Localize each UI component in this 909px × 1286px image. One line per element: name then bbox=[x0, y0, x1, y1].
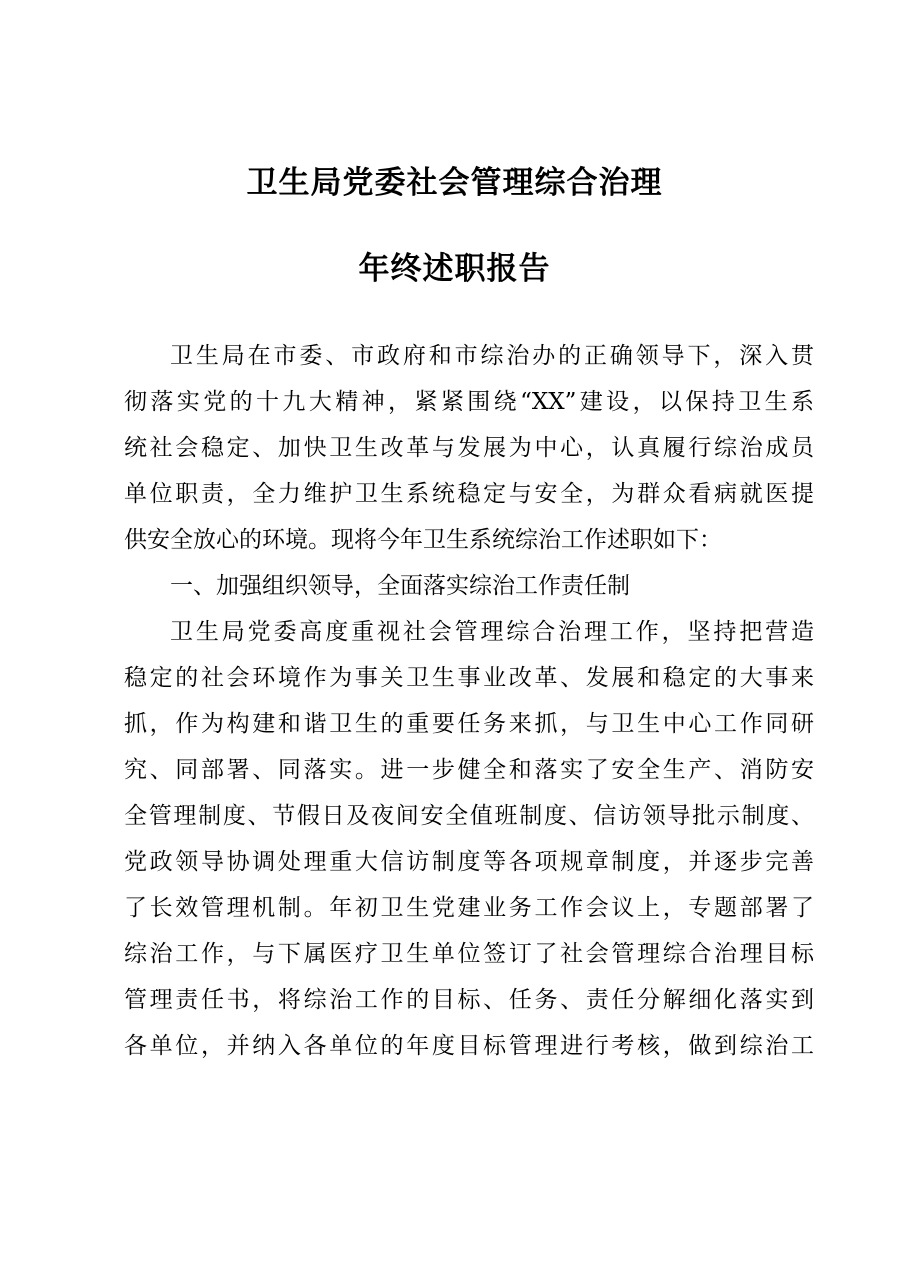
paragraph-line: 稳定的社会环境作为事关卫生事业改革、发展和稳定的大事来 bbox=[124, 665, 814, 691]
document-title-line-2: 年终述职报告 bbox=[358, 251, 551, 287]
paragraph-line: 单位职责，全力维护卫生系统稳定与安全，为群众看病就医提 bbox=[124, 481, 814, 507]
document-body bbox=[124, 333, 814, 1069]
paragraph-line: 卫生局党委高度重视社会管理综合治理工作，坚持把营造 bbox=[170, 619, 814, 645]
paragraph-line: 了长效管理机制。年初卫生党建业务工作会议上，专题部署了 bbox=[124, 895, 814, 921]
paragraph-line: 彻落实党的十九大精神，紧紧围绕“XX”建设，以保持卫生系 bbox=[124, 389, 814, 415]
paragraph-line: 综治工作，与下属医疗卫生单位签订了社会管理综合治理目标 bbox=[124, 941, 814, 967]
paragraph-line: 统社会稳定、加快卫生改革与发展为中心，认真履行综治成员 bbox=[124, 435, 814, 461]
paragraph-line: 管理责任书，将综治工作的目标、任务、责任分解细化落实到 bbox=[124, 987, 814, 1013]
paragraph-line: 抓，作为构建和谐卫生的重要任务来抓，与卫生中心工作同研 bbox=[124, 711, 814, 737]
paragraph-line: 各单位，并纳入各单位的年度目标管理进行考核，做到综治工 bbox=[124, 1033, 814, 1059]
paragraph-line: 卫生局在市委、市政府和市综治办的正确领导下，深入贯 bbox=[170, 343, 814, 369]
paragraph-line: 究、同部署、同落实。进一步健全和落实了安全生产、消防安 bbox=[124, 757, 814, 783]
paragraph-line: 党政领导协调处理重大信访制度等各项规章制度，并逐步完善 bbox=[124, 849, 814, 875]
document-title-line-1: 卫生局党委社会管理综合治理 bbox=[246, 165, 663, 201]
paragraph-line: 全管理制度、节假日及夜间安全值班制度、信访领导批示制度、 bbox=[124, 803, 814, 829]
section-heading: 一、加强组织领导，全面落实综治工作责任制 bbox=[170, 573, 630, 599]
paragraph-line: 供安全放心的环境。现将今年卫生系统综治工作述职如下： bbox=[124, 527, 722, 553]
